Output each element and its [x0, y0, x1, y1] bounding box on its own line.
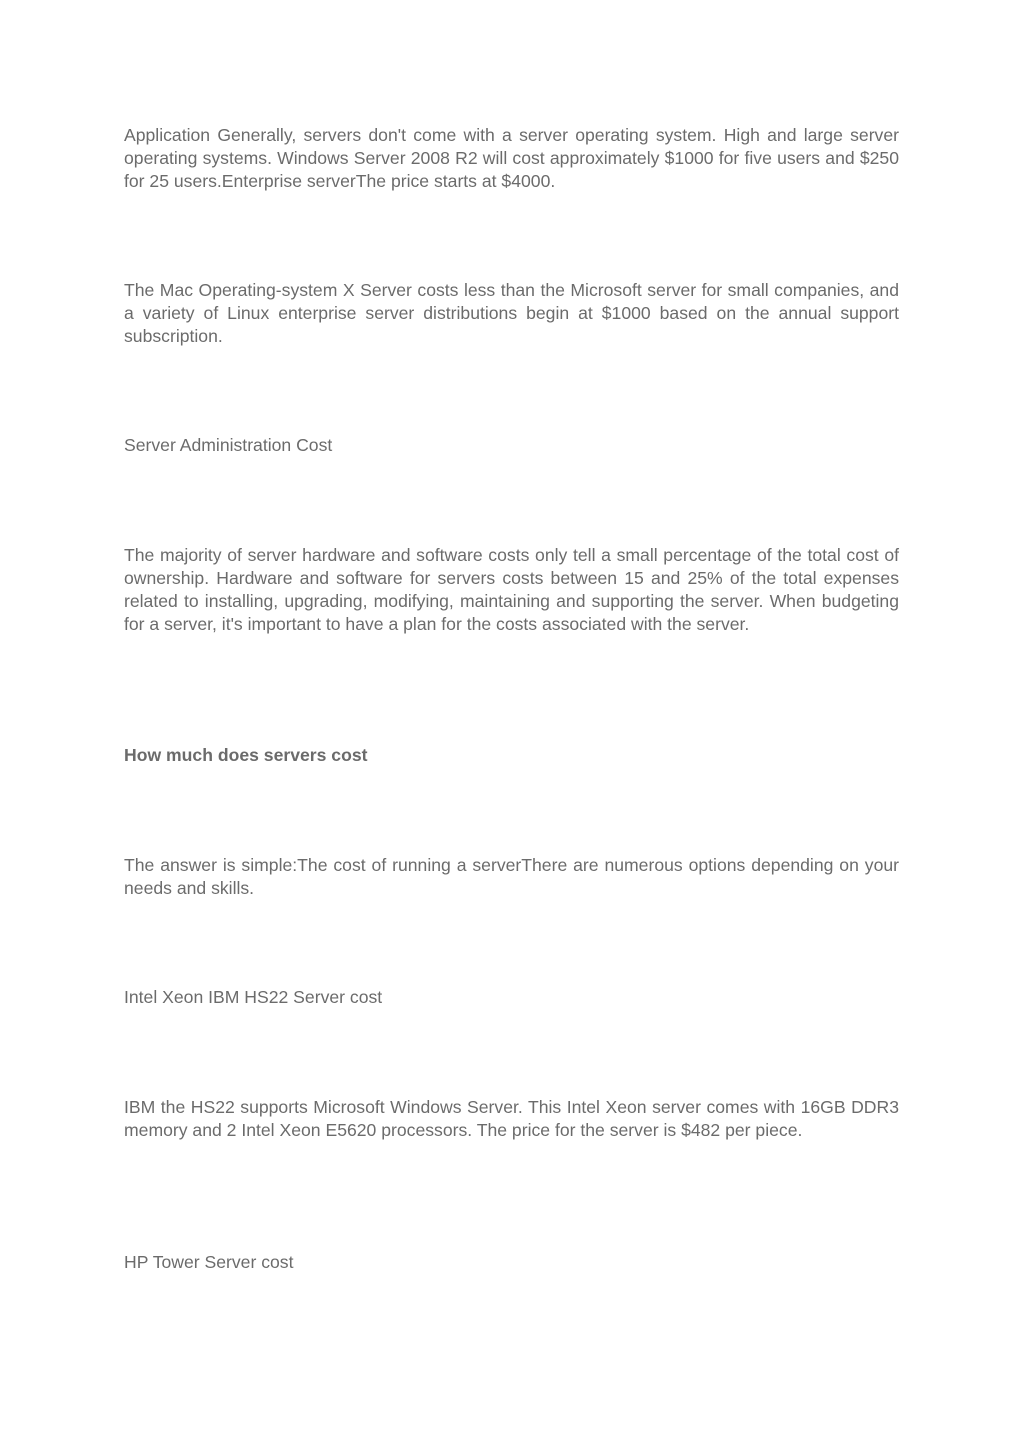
- paragraph-os-pricing: Application Generally, servers don't come with a server operating system. High and large server operating systems. Windows Server 2008 R2 will cost approximately $1000 for five users and $250 for 25 users.Enterprise serverThe price starts at $4000.: [124, 125, 899, 191]
- paragraph-answer-simple: The answer is simple:The cost of running a serverThere are numerous options depending on your needs and skills.: [124, 855, 899, 898]
- heading-server-administration-cost: Server Administration Cost: [124, 435, 333, 455]
- paragraph-mac-linux: The Mac Operating-system X Server costs less than the Microsoft server for small companies, and a variety of Linux enterprise server distributions begin at $1000 based on the annual support subscription.: [124, 280, 899, 346]
- paragraph-ibm-hs22: IBM the HS22 supports Microsoft Windows Server. This Intel Xeon server comes with 16GB DDR3 memory and 2 Intel Xeon E5620 processors. The price for the server is $482 per piece.: [124, 1097, 899, 1140]
- heading-how-much-servers-cost: How much does servers cost: [124, 745, 368, 765]
- paragraph-total-cost-ownership: The majority of server hardware and software costs only tell a small percentage of the total cost of ownership. Hardware and software for servers costs between 15 and 25% of the total expenses related to installing, upgrading, modifying, maintaining and supporting the server. When budgeting for a server, it's important to have a plan for the costs associated with the server.: [124, 545, 899, 634]
- heading-hp-tower-cost: HP Tower Server cost: [124, 1252, 294, 1272]
- heading-ibm-hs22-cost: Intel Xeon IBM HS22 Server cost: [124, 987, 383, 1007]
